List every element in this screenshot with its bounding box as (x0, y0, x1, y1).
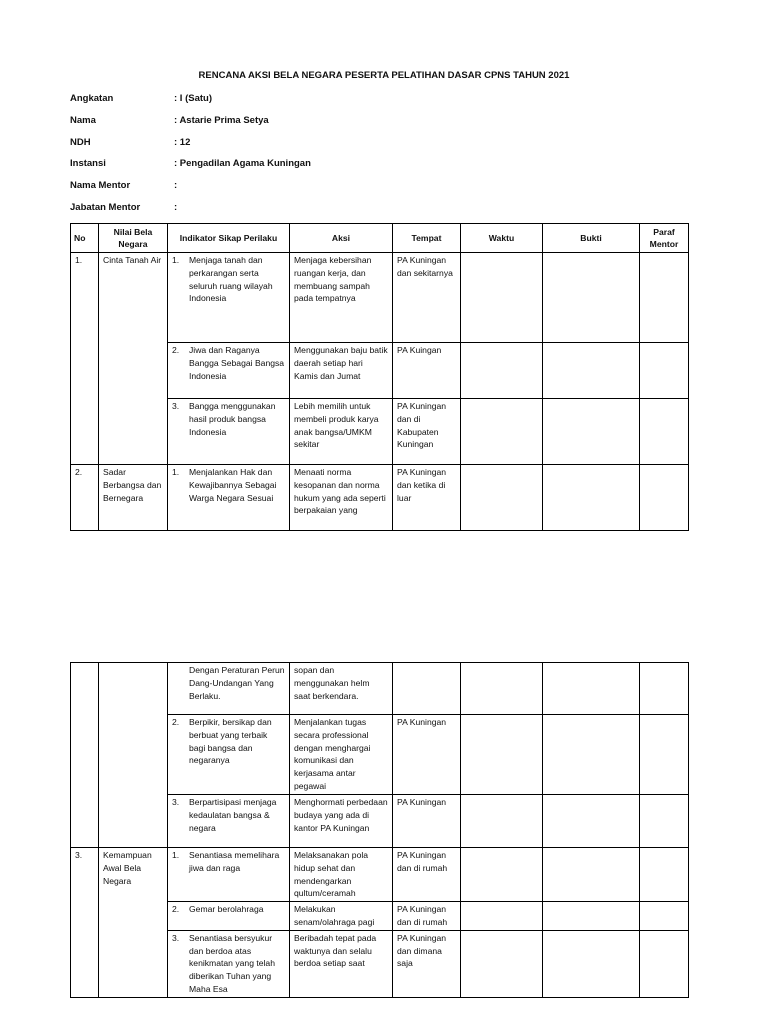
cell-paraf (640, 930, 689, 997)
cell-waktu (461, 399, 543, 465)
cell-bukti (543, 253, 640, 343)
cell-waktu (461, 663, 543, 715)
cell-nilai (99, 343, 168, 399)
meta-value: : Astarie Prima Setya (174, 115, 269, 126)
indikator-number: 2. (172, 345, 180, 355)
meta-nama (70, 115, 269, 126)
cell-tempat: PA Kuningan dan di Kabupaten Kuningan (393, 399, 461, 465)
meta-value: : 12 (174, 137, 191, 148)
indikator-number (172, 664, 189, 702)
cell-waktu (461, 343, 543, 399)
indikator-text: Menjaga tanah dan perkarangan serta seluruh ruang wilayah Indonesia (189, 255, 273, 304)
cell-aksi: Melakukan senam/olahraga pagi (290, 902, 393, 931)
header-paraf: Paraf Mentor (640, 224, 689, 253)
meta-nama-mentor (70, 180, 177, 191)
cell-indikator (168, 253, 290, 343)
indikator-text: Senantiasa bersyukur dan berdoa atas kenikmatan yang telah diberikan Tuhan yang Maha Esa (189, 932, 275, 994)
meta-label: NDH (70, 137, 91, 148)
cell-aksi: sopan dan menggunakan helm saat berkendara. (290, 663, 393, 715)
indikator-number: 2. (172, 717, 180, 727)
document-title: RENCANA AKSI BELA NEGARA PESERTA PELATIHAN DASAR CPNS TAHUN 2021 (198, 70, 570, 81)
cell-aksi: Menjalankan tugas secara professional dengan menghargai komunikasi dan kerjasama antar pegawai (290, 715, 393, 795)
cell-nilai (99, 795, 168, 848)
cell-nilai: Kemampuan Awal Bela Negara (99, 848, 168, 902)
header-waktu: Waktu (461, 224, 543, 253)
cell-no (71, 930, 99, 997)
table-row (71, 663, 689, 715)
indikator-number: 2. (172, 904, 180, 915)
indikator-number: 1. (172, 467, 180, 477)
indikator-text: Bangga menggunakan hasil produk bangsa Indonesia (189, 401, 276, 437)
indikator-text: Gemar berolahraga (189, 904, 264, 915)
cell-nilai (99, 663, 168, 715)
cell-no (71, 343, 99, 399)
indikator-number: 1. (172, 255, 180, 265)
cell-tempat: PA Kuningan (393, 795, 461, 848)
cell-nilai (99, 715, 168, 795)
header-aksi: Aksi (290, 224, 393, 253)
header-row (71, 224, 689, 253)
cell-nilai (99, 930, 168, 997)
indikator-number: 3. (172, 932, 180, 943)
cell-no: 1. (71, 253, 99, 343)
cell-waktu (461, 848, 543, 902)
cell-indikator (168, 399, 290, 465)
action-plan-table-page2 (70, 662, 689, 998)
meta-label: Nama (70, 115, 96, 126)
cell-waktu (461, 715, 543, 795)
indikator-text: Berpikir, bersikap dan berbuat yang terbaik bagi bangsa dan negaranya (189, 717, 272, 766)
cell-no (71, 715, 99, 795)
cell-bukti (543, 848, 640, 902)
cell-bukti (543, 930, 640, 997)
cell-aksi: Lebih memilih untuk membeli produk karya anak bangsa/UMKM sekitar (290, 399, 393, 465)
header-no: No (71, 224, 99, 253)
cell-paraf (640, 343, 689, 399)
cell-aksi: Menggunakan baju batik daerah setiap hari Kamis dan Jumat (290, 343, 393, 399)
cell-no: 2. (71, 465, 99, 531)
cell-no (71, 795, 99, 848)
cell-tempat: PA Kuningan dan dimana saja (393, 930, 461, 997)
cell-indikator (168, 663, 290, 715)
cell-waktu (461, 465, 543, 531)
table-row (71, 465, 689, 531)
cell-waktu (461, 902, 543, 931)
meta-value: : I (Satu) (174, 93, 212, 104)
cell-paraf (640, 663, 689, 715)
indikator-number: 1. (172, 850, 180, 860)
cell-tempat: PA Kuningan dan ketika di luar (393, 465, 461, 531)
header-nilai: Nilai Bela Negara (99, 224, 168, 253)
meta-value: : (174, 180, 178, 191)
indikator-text: Senantiasa memelihara jiwa dan raga (189, 850, 280, 873)
cell-tempat (393, 663, 461, 715)
action-plan-table-page1 (70, 223, 689, 531)
meta-angkatan (70, 93, 212, 104)
meta-label: Instansi (70, 158, 106, 169)
cell-indikator (168, 715, 290, 795)
meta-instansi (70, 158, 311, 169)
cell-tempat: PA Kuningan dan di rumah (393, 848, 461, 902)
cell-bukti (543, 465, 640, 531)
header-tempat: Tempat (393, 224, 461, 253)
cell-indikator (168, 343, 290, 399)
cell-no (71, 399, 99, 465)
cell-aksi: Menjaga kebersihan ruangan kerja, dan membuang sampah pada tempatnya (290, 253, 393, 343)
cell-aksi: Menaati norma kesopanan dan norma hukum yang ada seperti berpakaian yang (290, 465, 393, 531)
cell-indikator (168, 902, 290, 931)
cell-bukti (543, 343, 640, 399)
indikator-text: Dengan Peraturan Perun Dang-Undangan Yang Berlaku. (189, 665, 285, 701)
table-row (71, 715, 689, 795)
cell-bukti (543, 902, 640, 931)
cell-tempat: PA Kuingan (393, 343, 461, 399)
meta-jabatan-mentor (70, 202, 177, 213)
indikator-number: 3. (172, 797, 180, 807)
meta-value: : Pengadilan Agama Kuningan (174, 158, 311, 169)
table-row (71, 253, 689, 343)
cell-paraf (640, 399, 689, 465)
meta-value: : (174, 202, 178, 213)
cell-nilai (99, 902, 168, 931)
cell-no: 3. (71, 848, 99, 902)
table-row (71, 902, 689, 931)
indikator-text: Menjalankan Hak dan Kewajibannya Sebagai Warga Negara Sesuai (189, 467, 277, 503)
table-row (71, 848, 689, 902)
cell-indikator (168, 795, 290, 848)
cell-indikator (168, 930, 290, 997)
cell-paraf (640, 902, 689, 931)
meta-label: Nama Mentor (70, 180, 131, 191)
cell-nilai (99, 399, 168, 465)
table-row (71, 343, 689, 399)
table-row (71, 930, 689, 997)
table-row (71, 795, 689, 848)
indikator-text: Jiwa dan Raganya Bangga Sebagai Bangsa Indonesia (189, 345, 285, 381)
indikator-number: 3. (172, 401, 180, 411)
header-indikator: Indikator Sikap Perilaku (168, 224, 290, 253)
cell-paraf (640, 795, 689, 848)
meta-label: Angkatan (70, 93, 114, 104)
indikator-text: Berpartisipasi menjaga kedaulatan bangsa & negara (189, 797, 277, 833)
cell-tempat: PA Kuningan dan di rumah (393, 902, 461, 931)
cell-paraf (640, 848, 689, 902)
cell-aksi: Melaksanakan pola hidup sehat dan mendengarkan qultum/ceramah (290, 848, 393, 902)
cell-tempat: PA Kuningan dan sekitarnya (393, 253, 461, 343)
meta-label: Jabatan Mentor (70, 202, 141, 213)
cell-waktu (461, 795, 543, 848)
cell-bukti (543, 715, 640, 795)
cell-nilai: Sadar Berbangsa dan Bernegara (99, 465, 168, 531)
cell-paraf (640, 465, 689, 531)
cell-bukti (543, 399, 640, 465)
cell-bukti (543, 795, 640, 848)
cell-nilai: Cinta Tanah Air (99, 253, 168, 343)
cell-paraf (640, 253, 689, 343)
cell-no (71, 663, 99, 715)
cell-no (71, 902, 99, 931)
cell-paraf (640, 715, 689, 795)
table-row (71, 399, 689, 465)
cell-tempat: PA Kuningan (393, 715, 461, 795)
cell-aksi: Menghormati perbedaan budaya yang ada di kantor PA Kuningan (290, 795, 393, 848)
cell-aksi: Beribadah tepat pada waktunya dan selalu berdoa setiap saat (290, 930, 393, 997)
cell-waktu (461, 930, 543, 997)
cell-bukti (543, 663, 640, 715)
cell-waktu (461, 253, 543, 343)
cell-indikator (168, 848, 290, 902)
cell-indikator (168, 465, 290, 531)
header-bukti: Bukti (543, 224, 640, 253)
meta-ndh (70, 137, 190, 148)
